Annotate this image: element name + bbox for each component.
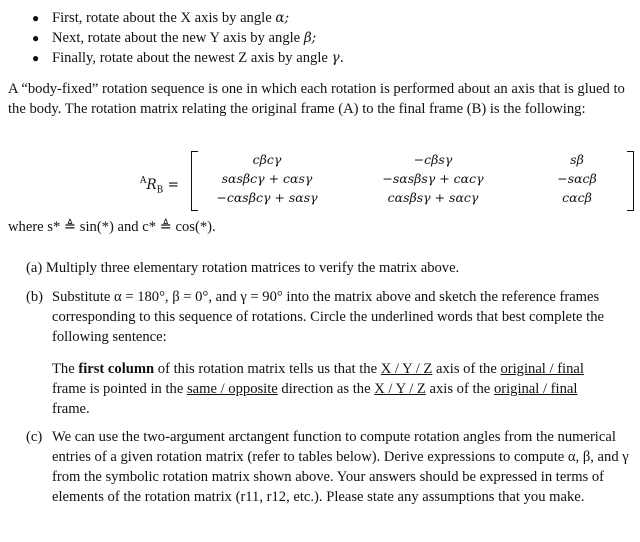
matrix-row <box>198 188 626 207</box>
list-item: ● Finally, rotate about the newest Z axis by angle γ. <box>32 50 344 66</box>
matrix-row <box>198 169 626 188</box>
choice-axis-2[interactable]: X / Y / Z <box>374 381 426 397</box>
matrix-cell: −cαsβcγ + sαsγ <box>216 190 318 205</box>
matrix-cell: −sαsβsγ + cαcγ <box>382 171 484 186</box>
bullet-icon: ● <box>32 11 40 25</box>
question-text: Multiply three elementary rotation matrices to verify the matrix above. <box>45 260 460 276</box>
matrix-left-bracket <box>191 151 198 211</box>
notation-definition: where s* ≜ sin(*) and c* ≜ cos(*). <box>8 219 216 235</box>
question-text: We can use the two-argument arctangent function to compute rotation angles from the numerical entries of a given rotation matrix (refer to tables below). Derive expressions to compute α, β, and γ from the symbolic rotation matrix shown above. Your answers should be expressed in terms of elements of the rotation matrix (r11, r12, etc.). Please state any assumptions that you make. <box>52 429 629 505</box>
matrix-right-bracket <box>627 151 634 211</box>
rotation-steps-list <box>28 8 344 68</box>
intro-paragraph: A “body-fixed” rotation sequence is one in which each rotation is performed about an axis that is glued to the body. The rotation matrix relating the original frame (A) to the final frame (B) is the following: <box>8 81 625 117</box>
fill-in-sentence: The first column of this rotation matrix tells us that the X / Y / Z axis of the original / final frame is pointed in the same / opposite direction as the X / Y / Z axis of the original / final frame. <box>52 361 584 417</box>
matrix-lhs: $^AR_B$ = <box>140 176 179 196</box>
matrix-cell: −sαcβ <box>557 171 597 186</box>
choice-frame-2[interactable]: original / final <box>493 381 578 397</box>
question-a <box>26 258 459 278</box>
matrix-cell: cαcβ <box>562 190 592 205</box>
list-item: ● Next, rotate about the new Y axis by angle β; <box>32 30 317 46</box>
bullet-icon: ● <box>32 51 40 65</box>
choice-frame-1[interactable]: original / final <box>500 361 584 377</box>
matrix-cell: sβ <box>570 152 584 167</box>
matrix-body <box>198 150 626 207</box>
question-label: (b) <box>26 289 44 305</box>
list-item: ● First, rotate about the X axis by angle α; <box>32 10 289 26</box>
matrix-cell: cαsβsγ + sαcγ <box>387 190 479 205</box>
question-label: (a) <box>26 260 43 276</box>
question-text: Substitute α = 180°, β = 0°, and γ = 90° into the matrix above and sketch the reference frames corresponding to this sequence of rotations. Circle the underlined words that best complete the following sentence: <box>52 289 604 345</box>
question-c <box>26 427 632 507</box>
choice-direction[interactable]: same / opposite <box>186 381 278 397</box>
bullet-icon: ● <box>32 31 40 45</box>
matrix-row <box>198 150 626 169</box>
question-label: (c) <box>26 429 43 445</box>
matrix-cell: sαsβcγ + cαsγ <box>221 171 313 186</box>
emphasis-text: first column <box>78 361 155 377</box>
matrix-cell: −cβsγ <box>413 152 453 167</box>
matrix-cell: cβcγ <box>252 152 282 167</box>
question-b <box>26 287 632 347</box>
choice-axis-1[interactable]: X / Y / Z <box>380 361 433 377</box>
